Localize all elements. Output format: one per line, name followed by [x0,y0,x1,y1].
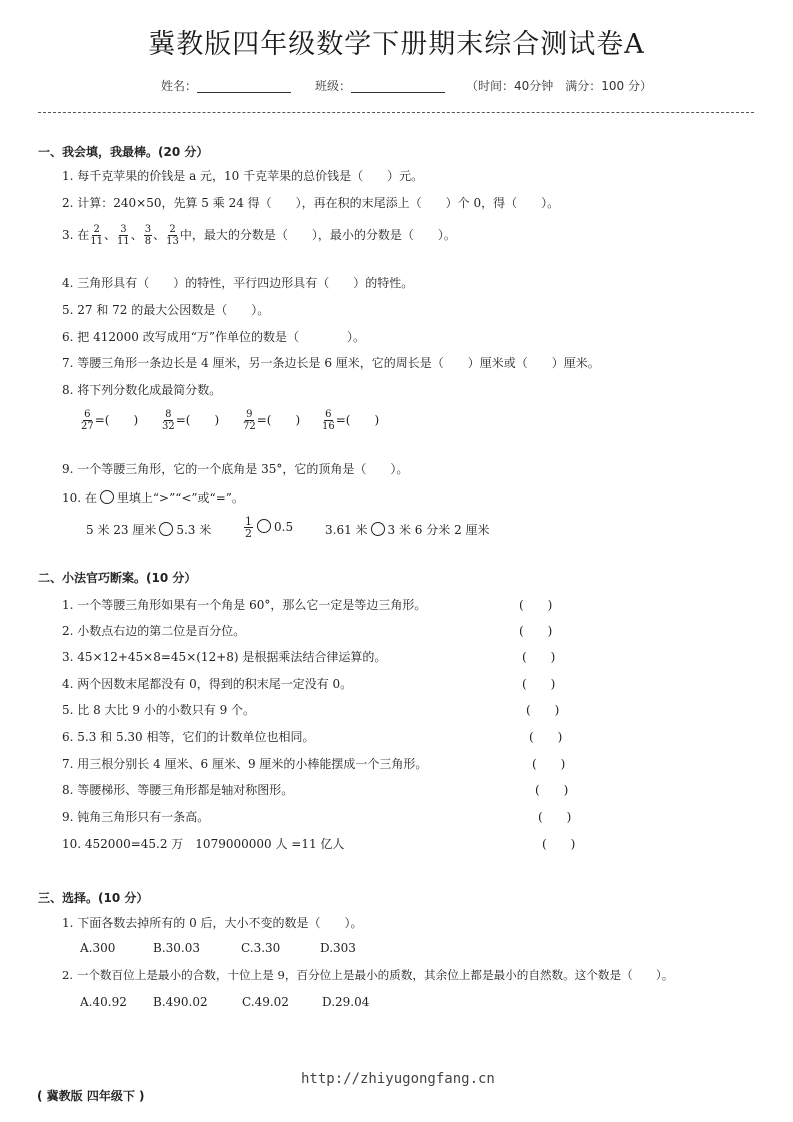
judgement-statement: 3. 45×12+45×8=45×(12+8) 是根据乘法结合律运算的。 [62,650,387,664]
s1-question-4: 4. 三角形具有（ ）的特性，平行四边形具有（ ）的特性。 [62,276,414,290]
judgement-statement: 8. 等腰梯形、等腰三角形都是轴对称图形。 [62,783,294,797]
name-blank[interactable] [197,80,291,93]
class-label: 班级： [315,79,352,93]
compare-circle[interactable] [371,522,385,536]
s1-question-1: 1. 每千克苹果的价钱是 a 元，10 千克苹果的总价钱是（ ）元。 [62,169,424,183]
s3-q2-option-d[interactable]: D.29.04 [322,995,370,1009]
judgement-answer-box[interactable]: ( ) [522,677,556,691]
s3-q2-option-a[interactable]: A.40.92 [80,995,127,1009]
judgement-statement: 6. 5.3 和 5.30 相等，它们的计数单位也相同。 [62,730,315,744]
s3-q2-option-c[interactable]: C.49.02 [242,995,289,1009]
s1-question-3: 3. 在 $\frac{2}{11}$ 、 $\frac{3}{11}$ 、 $\frac{3}{8}$ 、 $\frac{2}{13}$ 中，最大的分数是（ ），最小的分数是（ ）。 [62,224,456,247]
section3-heading: 三、选择。(10 分） [38,891,149,905]
judgement-statement: 10. 452000=45.2 万 1079000000 人 =11 亿人 [62,837,345,851]
judgement-answer-box[interactable]: ( ) [526,703,560,717]
compare-a: 5 米 23 厘米 5.3 米 [86,523,212,537]
s1-question-9: 9. 一个等腰三角形，它的一个底角是 35°，它的顶角是（ ）。 [62,462,409,476]
class-field [315,77,445,94]
judgement-answer-box[interactable]: ( ) [535,783,569,797]
fraction: $\frac{3}{8}$ [144,224,152,247]
page-title: 冀教版四年级数学下册期末综合测试卷A [148,29,645,60]
fraction: $\frac{2}{13}$ [166,224,179,247]
q8-item: $\frac{8}{32}$ =( ) [162,409,220,432]
judgement-statement: 1. 一个等腰三角形如果有一个角是 60°，那么它一定是等边三角形。 [62,598,427,612]
compare-b: $\frac{1}{2}$ 0.5 [245,515,294,540]
compare-circle[interactable] [257,519,271,533]
s1-question-10: 10. 在 里填上“>”“<”或“=”。 [62,491,244,505]
class-blank[interactable] [351,80,445,93]
s3-q1-option-d[interactable]: D.303 [320,941,356,955]
compare-c: 3.61 米 3 米 6 分米 2 厘米 [325,523,490,537]
judgement-answer-box[interactable]: ( ) [519,598,553,612]
judgement-answer-box[interactable]: ( ) [532,757,566,771]
s1-question-5: 5. 27 和 72 的最大公因数是（ ）。 [62,303,270,317]
fraction: $\frac{2}{11}$ [90,224,103,247]
s3-q1-option-c[interactable]: C.3.30 [241,941,281,955]
judgement-statement: 9. 钝角三角形只有一条高。 [62,810,210,824]
circle-icon [100,490,114,504]
s3-question-1: 1. 下面各数去掉所有的 0 后，大小不变的数是（ ）。 [62,916,363,930]
fraction: $\frac{3}{11}$ [117,224,130,247]
judgement-answer-box[interactable]: ( ) [529,730,563,744]
q3-suffix: 中，最大的分数是（ ），最小的分数是（ ）。 [179,228,456,242]
q3-prefix: 3. 在 [62,228,90,242]
s3-q1-option-b[interactable]: B.30.03 [153,941,200,955]
q8-item: $\frac{9}{72}$ =( ) [243,409,301,432]
s1-question-8: 8. 将下列分数化成最简分数。 [62,383,222,397]
footer-label: ( 冀教版 四年级下 ) [37,1089,145,1103]
s3-question-2: 2. 一个数百位上是最小的合数，十位上是 9，百分位上是最小的质数，其余位上都是最小的自然数。这个数是（ ）。 [62,968,674,982]
section2-heading: 二、小法官巧断案。(10 分） [38,571,197,585]
s1-question-2: 2. 计算：240×50，先算 5 乘 24 得（ ），再在积的末尾添上（ ）个 0，得（ ）。 [62,196,560,210]
judgement-answer-box[interactable]: ( ) [522,650,556,664]
footer-url[interactable]: http://zhiyugongfang.cn [301,1071,495,1087]
section1-heading: 一、我会填，我最棒。(20 分） [38,145,209,159]
divider-line [38,112,754,113]
judgement-answer-box[interactable]: ( ) [519,624,553,638]
s1-question-7: 7. 等腰三角形一条边长是 4 厘米，另一条边长是 6 厘米，它的周长是（ ）厘米或（ ）厘米。 [62,356,600,370]
judgement-statement: 7. 用三根分别长 4 厘米、6 厘米、9 厘米的小棒能摆成一个三角形。 [62,757,428,771]
judgement-statement: 2. 小数点右边的第二位是百分位。 [62,624,246,638]
name-label: 姓名： [161,79,198,93]
judgement-statement: 5. 比 8 大比 9 小的小数只有 9 个。 [62,703,256,717]
name-field [161,77,291,94]
q8-item: $\frac{6}{16}$ =( ) [322,409,380,432]
q8-item: $\frac{6}{27}$ =( ) [81,409,139,432]
judgement-answer-box[interactable]: ( ) [538,810,572,824]
compare-circle[interactable] [159,522,173,536]
s1-question-6: 6. 把 412000 改写成用“万”作单位的数是（ ）。 [62,330,365,344]
judgement-statement: 4. 两个因数末尾都没有 0，得到的积末尾一定没有 0。 [62,677,353,691]
s3-q2-option-b[interactable]: B.490.02 [153,995,208,1009]
s3-q1-option-a[interactable]: A.300 [80,941,116,955]
exam-meta: （时间：40分钟 满分：100 分） [466,79,652,93]
judgement-answer-box[interactable]: ( ) [542,837,576,851]
